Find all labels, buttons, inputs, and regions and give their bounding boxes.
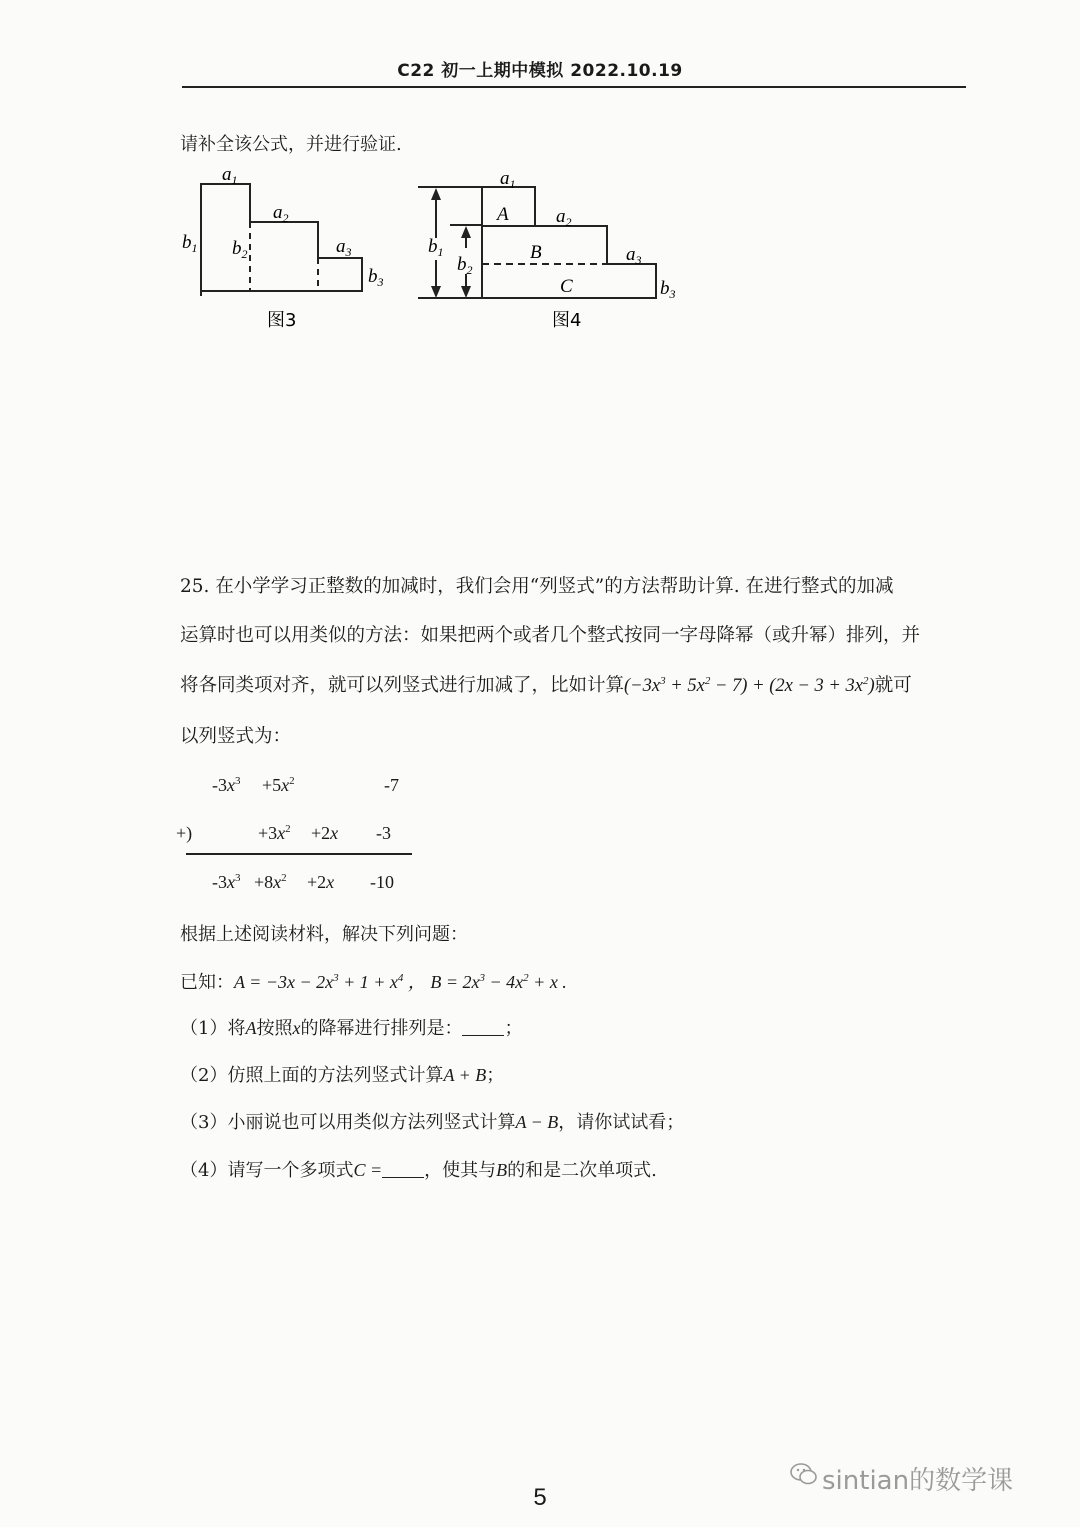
sub4-var-c: C = xyxy=(353,1160,383,1180)
figure-3 xyxy=(170,160,410,340)
given-label: 已知： xyxy=(180,972,234,993)
fig4-label-a1: $a_1$ xyxy=(500,168,516,191)
fig4-label-b3: $b_3$ xyxy=(660,278,676,301)
fig4-label-a2: $a_2$ xyxy=(556,206,572,229)
q25-sub1 xyxy=(180,1014,522,1040)
vertical-row3-term2: $+8x^2$ xyxy=(254,872,287,892)
fig4-arrowhead-b1-up xyxy=(431,188,441,200)
sub1-prefix: （1）将 xyxy=(180,1018,246,1039)
fig4-label-b1: $b_1$ xyxy=(428,236,444,259)
sub2-end: ； xyxy=(486,1065,505,1086)
sub1-var-a: A xyxy=(245,1018,257,1038)
figure-4 xyxy=(410,160,700,340)
fig4-arrowhead-b2-up xyxy=(461,226,471,238)
watermark-text: sintian的数学课 xyxy=(822,1466,1014,1496)
vertical-row3-term4: -10 xyxy=(370,872,394,892)
vertical-row3-term1: $-3x^3$ xyxy=(212,872,241,892)
sub1-end: ； xyxy=(504,1018,523,1039)
vertical-row2-term1: $+3x^2$ xyxy=(258,823,291,843)
sub1-answer-blank[interactable] xyxy=(462,1019,504,1036)
header-divider xyxy=(182,86,966,88)
vertical-row1-term3: -7 xyxy=(384,775,399,795)
sub4-prefix: （4）请写一个多项式 xyxy=(180,1160,354,1181)
fig3-label-a2: $a_2$ xyxy=(273,202,289,225)
fig4-arrowhead-b2-down xyxy=(461,286,471,298)
page-number: 5 xyxy=(533,1484,547,1511)
sub1-mid: 按照 xyxy=(256,1018,293,1039)
q25-given xyxy=(180,968,567,994)
sub4-answer-blank[interactable] xyxy=(382,1161,424,1178)
fig4-arrowhead-b1-down xyxy=(431,286,441,298)
vertical-row2-operator: +) xyxy=(176,823,193,843)
sub4-mid: ，使其与 xyxy=(424,1160,497,1181)
fig4-region-b: B xyxy=(530,242,542,263)
fig4-label-a3: $a_3$ xyxy=(626,244,642,267)
q25-prompt: 根据上述阅读材料，解决下列问题： xyxy=(180,924,468,945)
q25-line-3-text: 将各同类项对齐，就可以列竖式进行加减了，比如计算 xyxy=(180,675,625,696)
given-expressions: $A = -3x - 2x^3 + 1 + x^4$ ， $B = 2x^3 - 4x^2 + x$ . xyxy=(234,972,567,992)
sub2-expression: A + B xyxy=(443,1065,487,1085)
sub2-prefix: （2）仿照上面的方法列竖式计算 xyxy=(180,1065,444,1086)
q25-line-1: 25. 在小学学习正整数的加减时，我们会用“列竖式”的方法帮助计算. 在进行整式的加减 xyxy=(180,576,894,597)
fig3-label-b2: $b_2$ xyxy=(232,238,248,261)
fig3-label-b1: $b_1$ xyxy=(182,232,198,255)
sub3-expression: A − B xyxy=(515,1112,559,1132)
wechat-icon xyxy=(790,1462,818,1486)
fig4-label-b2: $b_2$ xyxy=(457,254,473,277)
q25-sub3 xyxy=(180,1108,684,1134)
vertical-row1-term2: $+5x^2$ xyxy=(262,775,295,795)
fig3-label-a3: $a_3$ xyxy=(336,236,352,259)
sub3-prefix: （3）小丽说也可以用类似方法列竖式计算 xyxy=(180,1112,516,1133)
fig4-region-c: C xyxy=(560,276,573,297)
q25-example-expression: $(-3x^3 + 5x^2 - 7) + (2x - 3 + 3x^2)$ xyxy=(624,675,875,696)
fig4-region-a: A xyxy=(497,204,509,225)
q25-line-2: 运算时也可以用类似的方法：如果把两个或者几个整式按同一字母降幂（或升幂）排列，并 xyxy=(180,625,921,646)
fig4-caption: 图4 xyxy=(552,310,582,331)
q25-sub2 xyxy=(180,1061,504,1087)
vertical-row3-term3: +2x xyxy=(307,872,335,892)
sub1-suffix: 的降幂进行排列是： xyxy=(300,1018,463,1039)
intro-line: 请补全该公式，并进行验证. xyxy=(180,134,402,155)
fig3-caption: 图3 xyxy=(267,310,297,331)
fig3-label-a1: $a_1$ xyxy=(222,164,238,187)
fig3-label-b3: $b_3$ xyxy=(368,266,384,289)
vertical-row1-term1: $-3x^3$ xyxy=(212,775,241,795)
page-header-title: C22 初一上期中模拟 2022.10.19 xyxy=(397,61,683,81)
sub4-var-b: B xyxy=(496,1160,508,1180)
sub1-var-x: x xyxy=(292,1018,301,1038)
vertical-row2-term2: +2x xyxy=(311,823,339,843)
q25-line-3 xyxy=(180,671,912,697)
q25-line-3-tail: 就可 xyxy=(874,675,912,696)
sub3-suffix: ，请你试试看； xyxy=(558,1112,685,1133)
vertical-sum-rule xyxy=(186,853,412,855)
sub4-suffix: 的和是二次单项式. xyxy=(507,1160,657,1181)
q25-line-4: 以列竖式为： xyxy=(180,726,292,747)
q25-sub4 xyxy=(180,1156,657,1182)
vertical-row2-term3: -3 xyxy=(376,823,391,843)
